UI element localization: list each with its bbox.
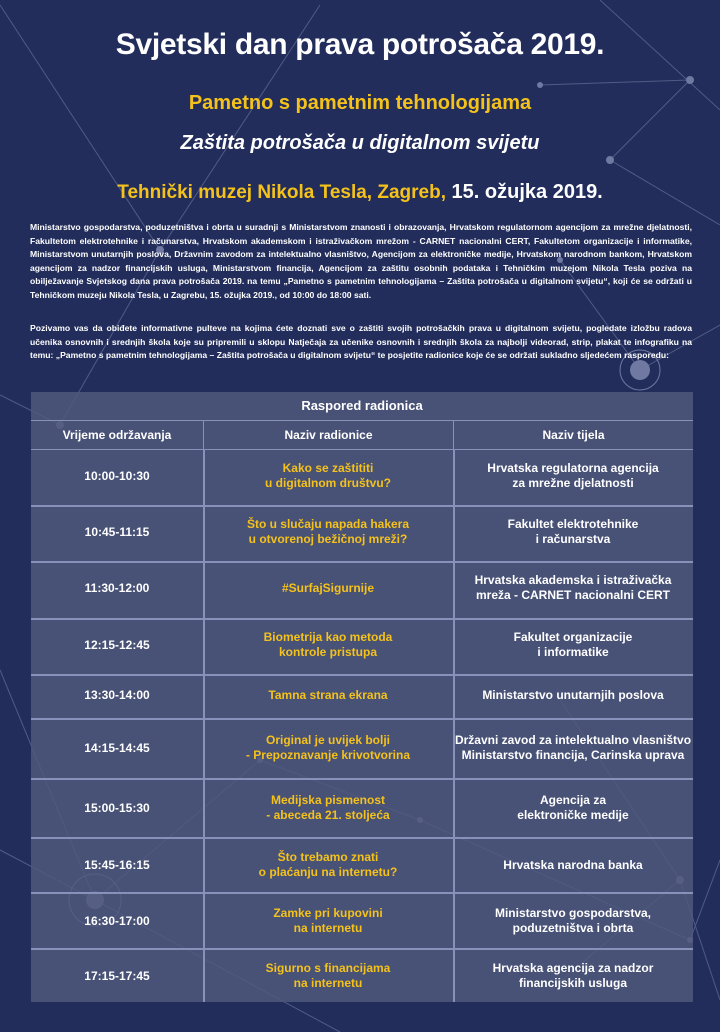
row-time: 10:45-11:15 <box>84 524 150 539</box>
row-workshop: Što u slučaju napada hakera u otvorenoj bežičnoj mreži? <box>246 517 410 546</box>
row-organizer: Hrvatska akademska i istraživačka mreža - CARNET nacionalni CERT <box>474 573 672 602</box>
schedule-title: Raspored radionica <box>31 392 693 421</box>
row-organizer: Državni zavod za intelektualno vlasništvo Ministarstvo financija, Carinska uprava <box>454 733 692 762</box>
row-time: 13:30-14:00 <box>84 687 150 702</box>
table-row <box>31 506 693 558</box>
row-time: 17:15-17:45 <box>84 968 150 983</box>
row-organizer: Fakultet organizacije i informatike <box>513 630 633 659</box>
row-organizer: Ministarstvo unutarnjih poslova <box>482 687 664 702</box>
table-row <box>31 720 693 776</box>
schedule-table <box>31 392 693 1002</box>
table-row <box>31 674 693 716</box>
row-workshop: Zamke pri kupovini na internetu <box>273 906 383 935</box>
row-organizer: Fakultet elektrotehnike i računarstva <box>507 517 639 546</box>
schedule-rows <box>31 450 693 1002</box>
table-row <box>31 562 693 614</box>
row-workshop: Kako se zaštititi u digitalnom društvu? <box>265 461 391 490</box>
row-time: 15:00-15:30 <box>84 800 150 815</box>
event-venue-date <box>0 181 720 204</box>
event-date: 15. ožujka 2019. <box>445 181 603 203</box>
table-row <box>31 619 693 671</box>
row-organizer: Hrvatska agencija za nadzor financijskih usluga <box>492 961 654 990</box>
header-time: Vrijeme održavanja <box>62 427 172 442</box>
header-workshop: Naziv radionice <box>203 420 453 449</box>
table-row <box>31 838 693 892</box>
row-time: 15:45-16:15 <box>84 857 150 872</box>
table-row <box>31 450 693 502</box>
invitation-paragraph: Pozivamo vas da obiđete informativne pulteve na kojima ćete doznati sve o zaštiti svojih potrošačkih prava u digitalnom svijetu, pogledate izložbu radova učenika osnovnih i srednjih škola koje su pripremili u sklopu Natječaja za učenike osnovnih i srednjih škola za najbolji videorad, strip, plakat te infografiku na temu: „Pametno s pametnim tehnologijama – Zaštita potrošača u digitalnom svijetu“ te posjetite radionice koje će se održati sukladno sljedećem rasporedu: <box>30 323 692 361</box>
row-organizer: Agencija za elektroničke medije <box>517 793 629 822</box>
row-workshop: Sigurno s financijama na internetu <box>265 961 391 990</box>
event-venue: Tehnički muzej Nikola Tesla, Zagreb, <box>117 182 446 203</box>
row-time: 10:00-10:30 <box>84 468 150 483</box>
row-time: 14:15-14:45 <box>84 740 150 755</box>
table-row <box>31 780 693 836</box>
header-organizer: Naziv tijela <box>453 420 693 449</box>
row-workshop: Medijska pismenost - abeceda 21. stoljeća <box>266 793 390 822</box>
table-row <box>31 894 693 948</box>
row-time: 11:30-12:00 <box>84 580 150 595</box>
row-workshop: #SurfajSigurnije <box>281 580 375 595</box>
row-workshop: Original je uvijek bolji - Prepoznavanje krivotvorina <box>245 733 411 762</box>
row-workshop: Što trebamo znati o plaćanju na internetu? <box>258 850 398 879</box>
intro-paragraph: Ministarstvo gospodarstva, poduzetništva i obrta u suradnji s Ministarstvom znanosti i obrazovanja, Hrvatskom regulatornom agencijom za mrežne djelatnosti, Fakultetom elektrotehnike i računarstva, Hrvatskom akademskom i istraživačkom mrežom - CARNET nacionalni CERT, Fakultetom organizacije i informatike, Ministarstvom unutarnjih poslova, Državnim zavodom za intelektualno vlasništvo, Agencijom za elektroničke medije, Hrvatskom narodnom bankom, Hrvatskom agencijom za nadzor financijskih usluga, Ministarstvom financija, Agencijom za zaštitu osobnih podataka i Tehničkim muzejom Nikola Tesla poziva na obilježavanje Svjetskog dana prava potrošača 2019. na temu „Pametno s pametnim tehnologijama – Zaštita potrošača u digitalnom svijetu“, koji će se održati u Tehničkom muzeju Nikola Tesla, u Zagrebu, 15. ožujka 2019., od 10:00 do 18:00 sati. <box>30 222 692 300</box>
poster-subtitle: Pametno s pametnim tehnologijama <box>188 92 532 114</box>
poster-title: Svjetski dan prava potrošača 2019. <box>115 28 605 61</box>
table-row <box>31 950 693 1002</box>
row-workshop: Tamna strana ekrana <box>268 687 388 702</box>
row-workshop: Biometrija kao metoda kontrole pristupa <box>263 630 393 659</box>
row-organizer: Hrvatska regulatorna agencija za mrežne djelatnosti <box>487 461 659 490</box>
row-time: 12:15-12:45 <box>84 637 150 652</box>
row-time: 16:30-17:00 <box>84 913 150 928</box>
row-organizer: Hrvatska narodna banka <box>503 857 643 872</box>
row-organizer: Ministarstvo gospodarstva, poduzetništva i obrta <box>494 906 652 935</box>
poster-subtitle-secondary: Zaštita potrošača u digitalnom svijetu <box>180 132 540 154</box>
schedule-header-row <box>31 420 693 450</box>
